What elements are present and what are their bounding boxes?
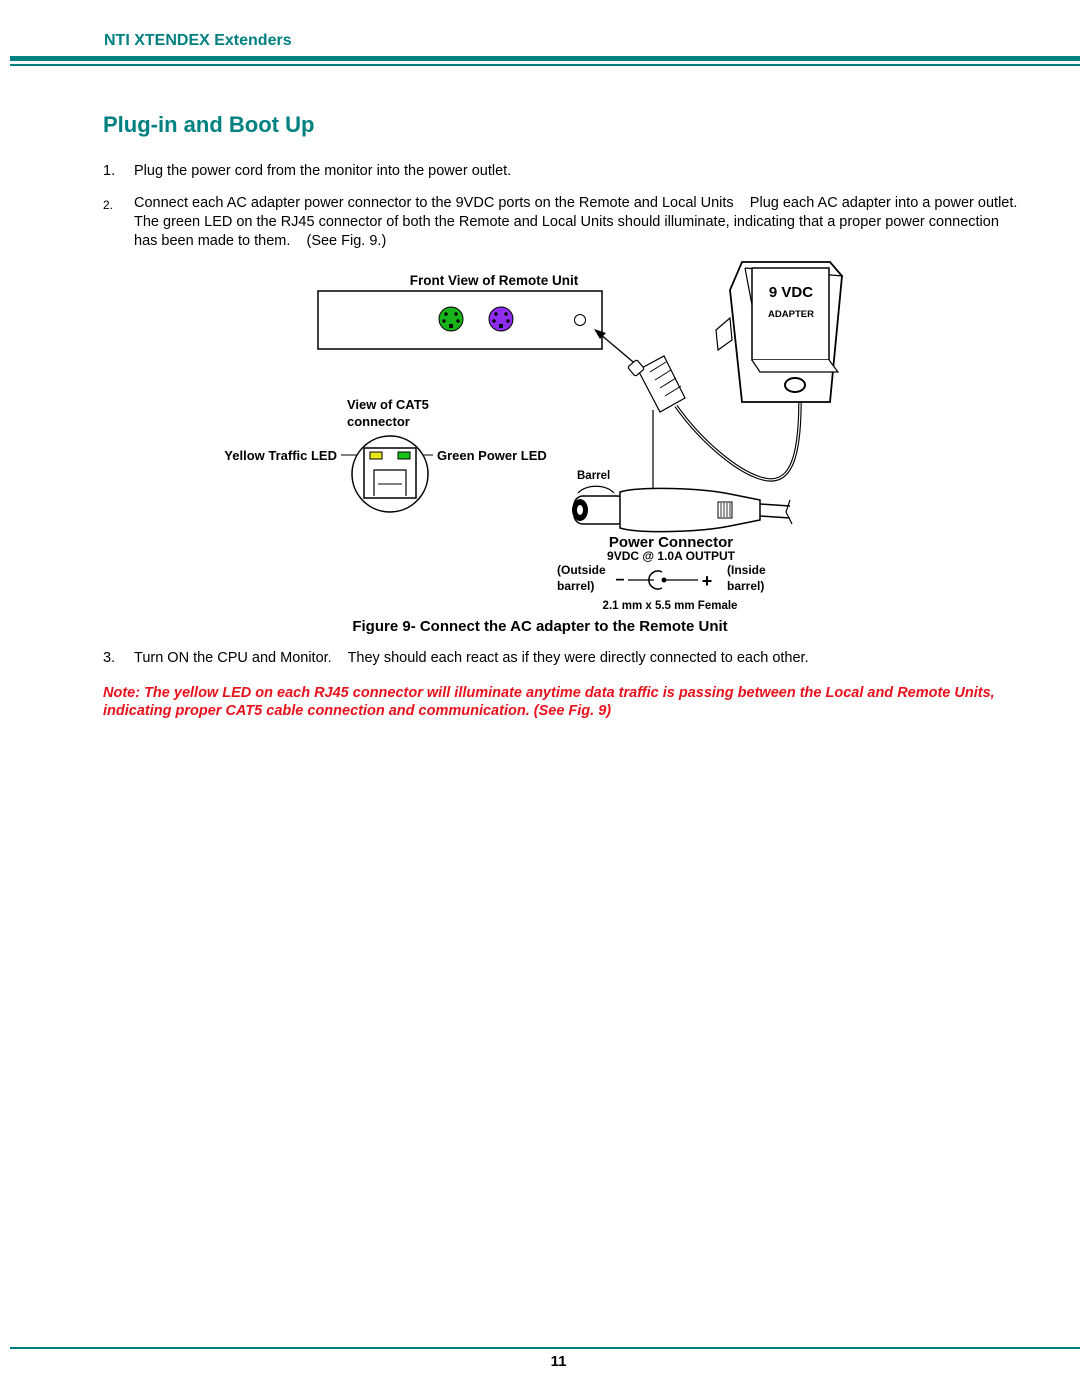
outside-barrel-label-line2: barrel) xyxy=(557,579,595,593)
inside-barrel-label-line2: barrel) xyxy=(727,579,765,593)
rj45-connector-icon xyxy=(352,436,428,512)
barrel-bracket xyxy=(578,486,614,493)
step-2 xyxy=(103,194,1030,251)
step-text: Plug the power cord from the monitor into the power outlet. xyxy=(134,163,512,179)
cat5-view-label-line1: View of CAT5 xyxy=(347,397,429,412)
figure-9-diagram xyxy=(0,260,1080,615)
cat5-view-label-line2: connector xyxy=(347,414,410,429)
step-1 xyxy=(103,162,1023,181)
minus-sign: − xyxy=(615,572,625,589)
connector-dimensions-label: 2.1 mm x 5.5 mm Female xyxy=(602,600,738,612)
outside-barrel-label-line1: (Outside xyxy=(557,563,606,577)
yellow-led-indicator xyxy=(370,452,382,459)
ac-adapter-icon xyxy=(716,262,843,402)
figure-caption: Figure 9- Connect the AC adapter to the Remote Unit xyxy=(352,618,728,635)
step-number: 3. xyxy=(103,650,116,666)
plus-sign: + xyxy=(701,571,713,591)
header-divider-thick xyxy=(10,56,1080,61)
green-led-indicator xyxy=(398,452,410,459)
power-connector-title: Power Connector xyxy=(608,534,734,551)
purple-ps2-port-icon xyxy=(489,307,513,331)
adapter-label: ADAPTER xyxy=(768,309,814,320)
footer-divider xyxy=(10,1347,1080,1349)
note-paragraph: Note: The yellow LED on each RJ45 connector will illuminate anytime data traffic is passing between the Local and Remote Units, indicating proper CAT5 cable connection and communication. (See Fig. 9) xyxy=(103,685,995,719)
power-jack-icon xyxy=(575,315,586,326)
step-text: Turn ON the CPU and Monitor. They should each react as if they were directly connected to each other. xyxy=(134,650,809,666)
power-spec-label: 9VDC @ 1.0A OUTPUT xyxy=(607,549,735,563)
step-text: Connect each AC adapter power connector to the 9VDC ports on the Remote and Local Units Plug each AC adapter into a power outlet. The green LED on the RJ45 connector of both the Remote and Local Units should illuminate, indicating that a proper power connection has been made to them. (See Fig. 9.) xyxy=(134,195,1030,249)
dc-plug-icon xyxy=(628,356,685,412)
step-3 xyxy=(103,649,1023,668)
barrel-connector-icon xyxy=(572,488,792,531)
step-number: 2. xyxy=(103,198,114,212)
green-power-led-label: Green Power LED xyxy=(437,448,547,463)
document-header-title: NTI XTENDEX Extenders xyxy=(104,32,292,49)
barrel-label: Barrel xyxy=(577,470,611,482)
inside-barrel-label-line1: (Inside xyxy=(727,563,766,577)
front-view-label: Front View of Remote Unit xyxy=(409,273,579,288)
yellow-traffic-led-label: Yellow Traffic LED xyxy=(224,448,337,463)
page-heading: Plug-in and Boot Up xyxy=(103,112,315,137)
adapter-voltage-label: 9 VDC xyxy=(768,284,814,301)
green-ps2-port-icon xyxy=(439,307,463,331)
polarity-symbol-icon xyxy=(615,571,712,591)
page-number: 11 xyxy=(550,1353,567,1370)
step-number: 1. xyxy=(103,163,116,179)
header-divider-thin xyxy=(10,64,1080,66)
